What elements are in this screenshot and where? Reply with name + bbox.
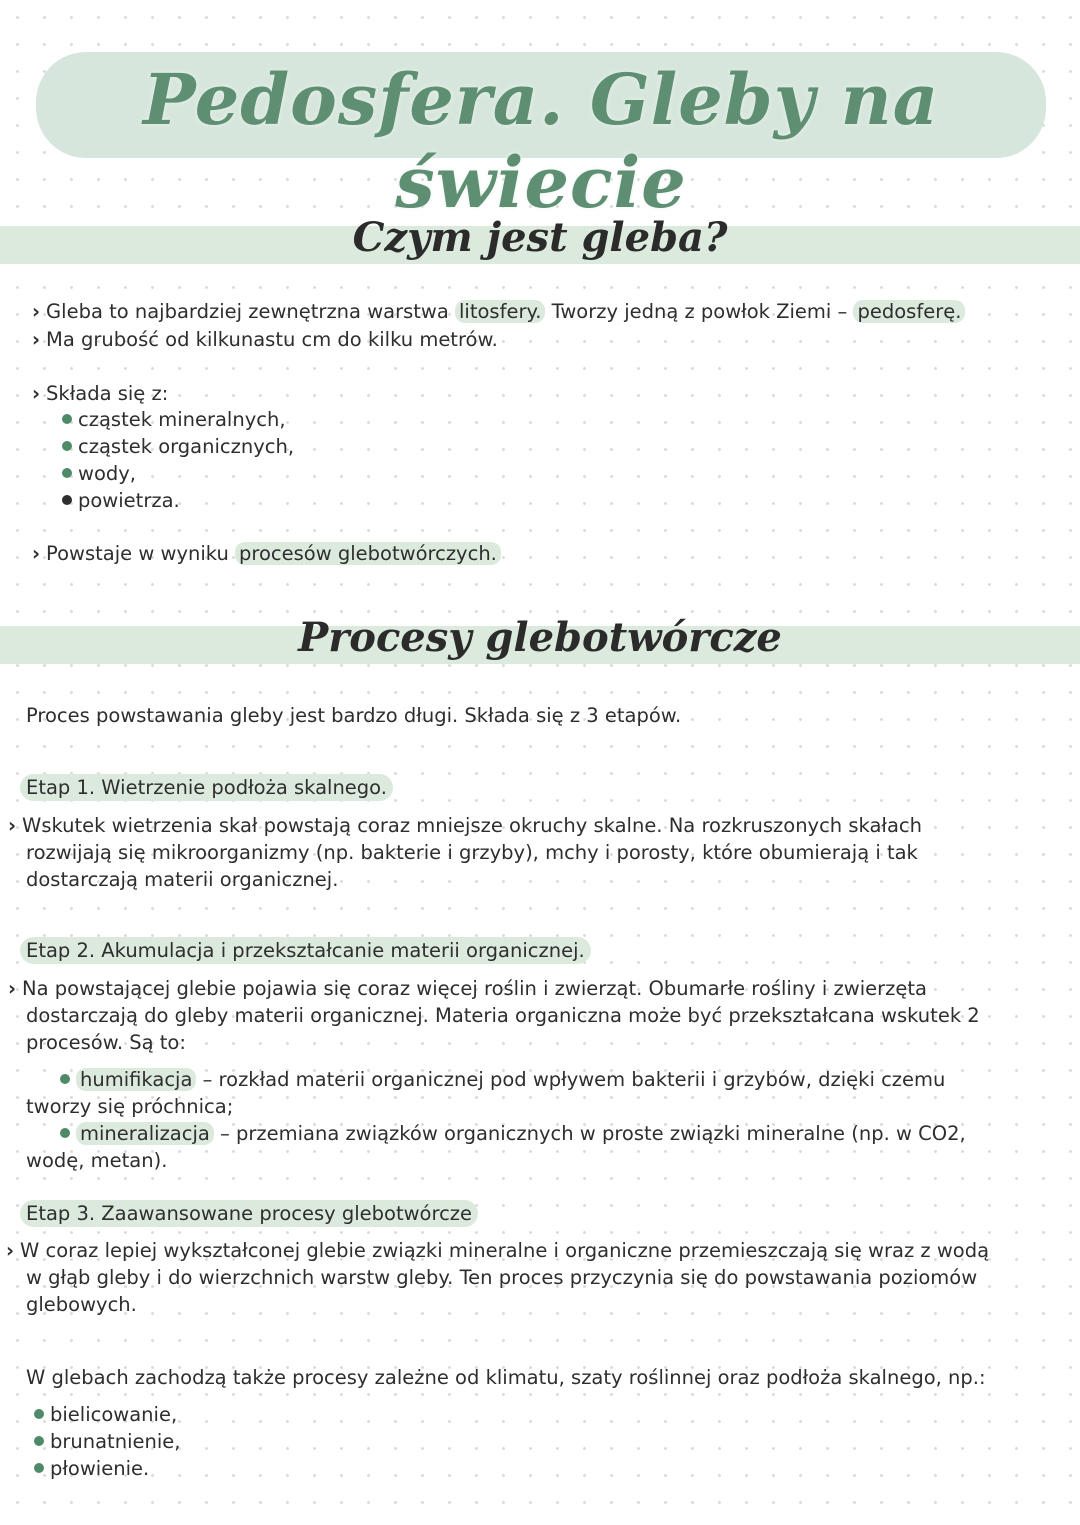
stage1-line (8, 812, 922, 839)
text: płowienie. (50, 1457, 150, 1480)
stage3-line: glebowych. (26, 1293, 137, 1316)
chevron-right-icon: › (32, 542, 41, 565)
composition-item (62, 487, 180, 514)
text: Etap 1. Wietrzenie podłoża skalnego. (20, 774, 393, 801)
bullet-icon (34, 1436, 44, 1446)
bullet-icon (60, 1128, 70, 1138)
highlight-mineralizacja: mineralizacja (76, 1122, 214, 1145)
chevron-right-icon: › (32, 328, 41, 351)
text: Ma grubość od kilkunastu cm do kilku metrów. (46, 328, 498, 351)
composition-item (62, 406, 286, 433)
chevron-right-icon: › (8, 977, 17, 1000)
definition-line (32, 298, 965, 325)
bullet-icon (62, 468, 72, 478)
text: W coraz lepiej wykształconej glebie związki mineralne i organiczne przemieszczają się wraz z wodą (20, 1239, 990, 1262)
climate-item (34, 1455, 149, 1482)
page-title: Pedosfera. Gleby na świecie (142, 58, 940, 224)
text: Gleba to najbardziej zewnętrzna warstwa (46, 300, 456, 323)
stage2-line (8, 975, 927, 1002)
composition-intro (32, 380, 168, 407)
stage3-title (20, 1200, 478, 1227)
text: wody, (78, 462, 136, 485)
highlight-procesow-glebotworczych: procesów glebotwórczych. (235, 542, 501, 565)
bullet-icon (34, 1463, 44, 1473)
climate-item (34, 1401, 177, 1428)
composition-item (62, 460, 136, 487)
text: Na powstającej glebie pojawia się coraz więcej roślin i zwierząt. Obumarłe rośliny i zwierzęta (22, 977, 927, 1000)
highlight-humifikacja: humifikacja (76, 1068, 196, 1091)
section-heading-czym-jest-gleba: Czym jest gleba? (352, 214, 728, 261)
stage2-title (20, 937, 591, 964)
highlight-pedosfere: pedosferę. (853, 300, 965, 323)
bullet-icon (34, 1409, 44, 1419)
text: Etap 2. Akumulacja i przekształcanie materii organicznej. (20, 937, 591, 964)
mineralization-line (60, 1120, 966, 1147)
text: brunatnienie, (50, 1430, 181, 1453)
humification-cont: tworzy się próchnica; (26, 1095, 234, 1118)
text: – przemiana związków organicznych w proste związki mineralne (np. w CO2, (213, 1122, 966, 1145)
thickness-line (32, 326, 498, 353)
stage1-line: dostarczają materii organicznej. (26, 868, 339, 891)
bullet-icon (60, 1074, 70, 1084)
text: Składa się z: (46, 382, 169, 405)
chevron-right-icon: › (8, 814, 17, 837)
origin-line (32, 540, 501, 567)
bullet-icon (62, 495, 72, 505)
chevron-right-icon: › (32, 382, 41, 405)
chevron-right-icon: › (6, 1239, 15, 1262)
text: Wskutek wietrzenia skał powstają coraz mniejsze okruchy skalne. Na rozkruszonych skałach (22, 814, 922, 837)
text: – rozkład materii organicznej pod wpływem bakterii i grzybów, dzięki czemu (196, 1068, 946, 1091)
bullet-icon (62, 414, 72, 424)
title-banner (36, 52, 1046, 224)
stage2-line: dostarczają do gleby materii organicznej. Materia organiczna może być przekształcana wskutek 2 (26, 1004, 980, 1027)
text: powietrza. (78, 489, 180, 512)
chevron-right-icon: › (32, 300, 41, 323)
stage2-line: procesów. Są to: (26, 1031, 186, 1054)
process-intro: Proces powstawania gleby jest bardzo długi. Składa się z 3 etapów. (26, 704, 682, 727)
composition-item (62, 433, 294, 460)
highlight-litosfery: litosfery. (455, 300, 545, 323)
climate-item (34, 1428, 180, 1455)
stage1-line: rozwijają się mikroorganizmy (np. bakterie i grzyby), mchy i porosty, które obumierają i tak (26, 841, 918, 864)
text: Tworzy jedną z powłok Ziemi – (545, 300, 854, 323)
climate-intro: W glebach zachodzą także procesy zależne od klimatu, szaty roślinnej oraz podłoża skalnego, np.: (26, 1366, 986, 1389)
stage3-line: w głąb gleby i do wierzchnich warstw gleby. Ten proces przyczynia się do powstawania poziomów (26, 1266, 978, 1289)
text: cząstek mineralnych, (78, 408, 286, 431)
bullet-icon (62, 441, 72, 451)
text: Powstaje w wyniku (46, 542, 236, 565)
text: bielicowanie, (50, 1403, 178, 1426)
text: cząstek organicznych, (78, 435, 295, 458)
mineralization-cont: wodę, metan). (26, 1149, 168, 1172)
text: Etap 3. Zaawansowane procesy glebotwórcze (20, 1200, 478, 1227)
stage3-line (6, 1237, 989, 1264)
stage1-title (20, 774, 393, 801)
humification-line (60, 1066, 945, 1093)
section-heading-procesy-glebotworcze: Procesy glebotwórcze (298, 614, 782, 661)
